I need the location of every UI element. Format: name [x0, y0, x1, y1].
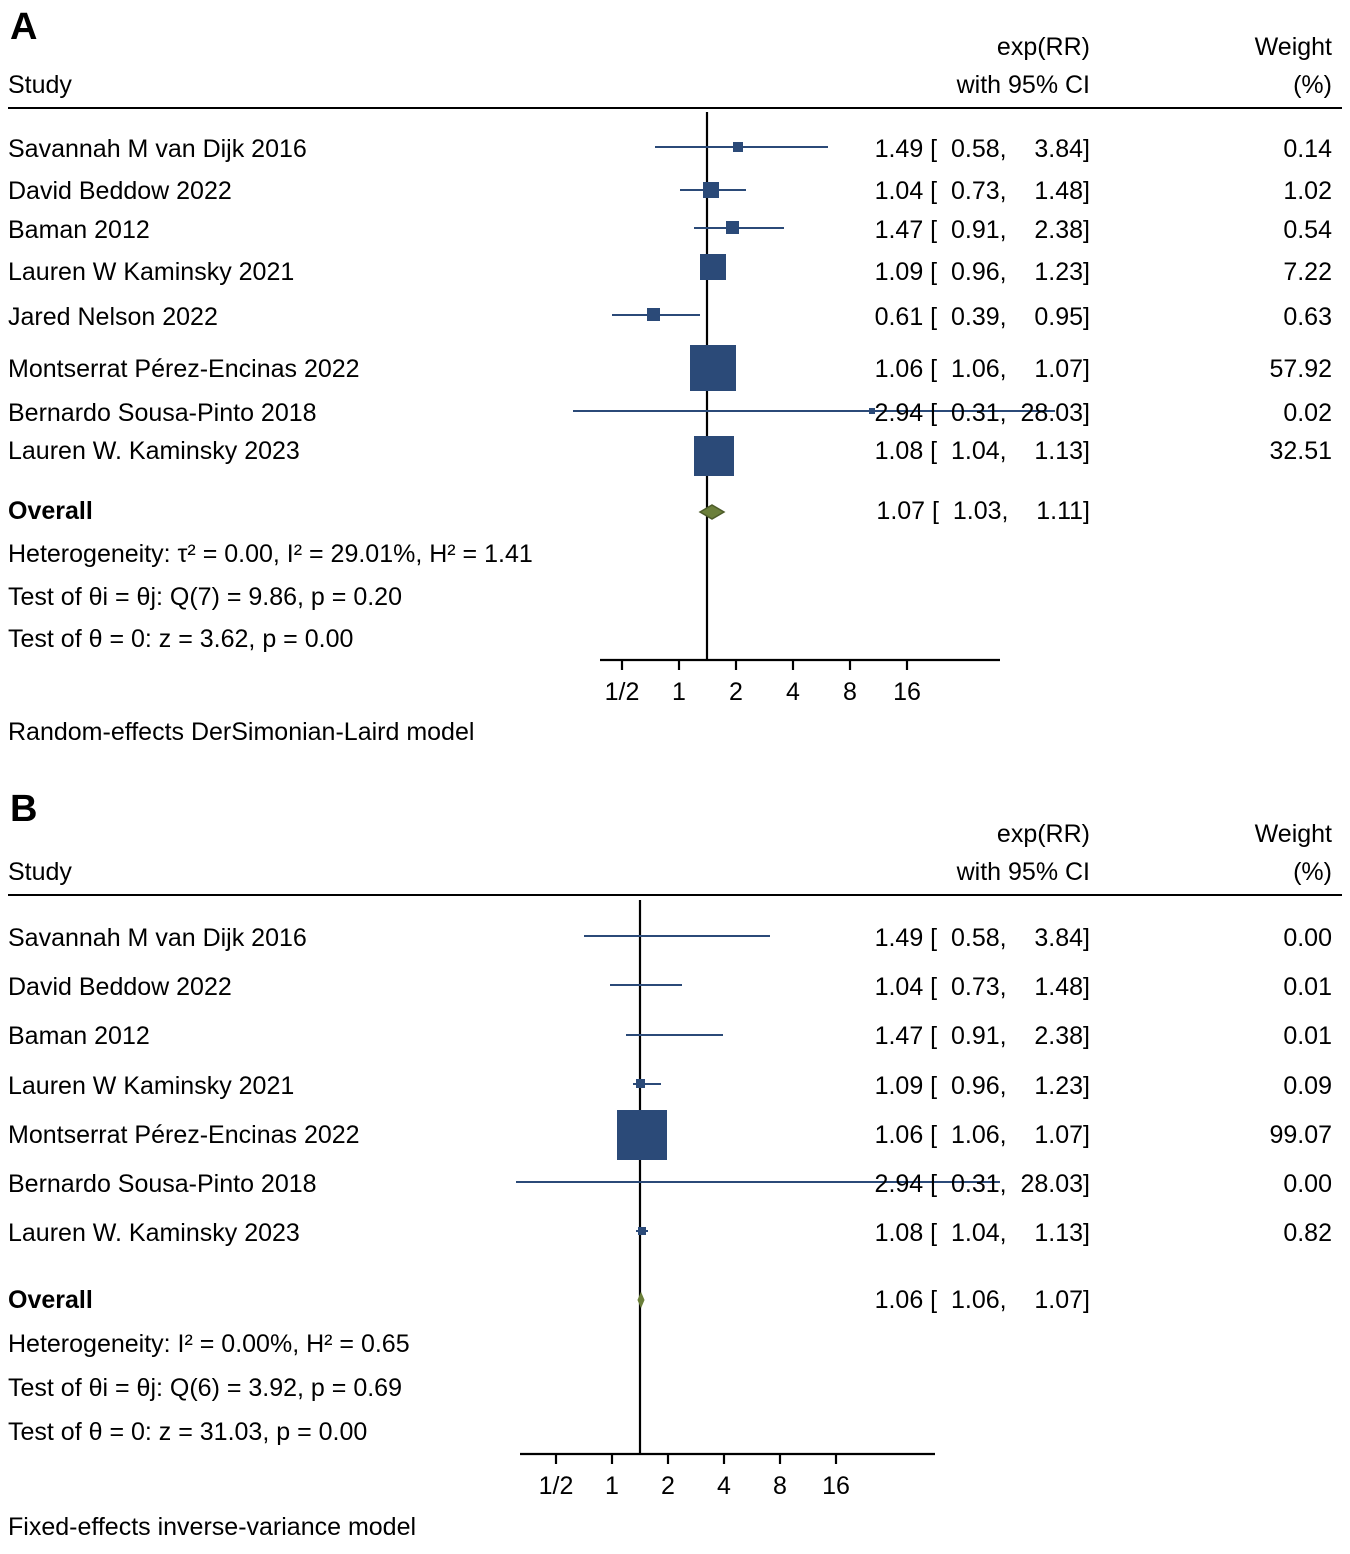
panel-a-estimate-4: 1.09 [ 0.96, 1.23] [874, 258, 1090, 286]
forest-panel-b [0, 782, 1350, 1554]
panel-b-estimate-4: 1.09 [ 0.96, 1.23] [874, 1072, 1090, 1100]
panel-letter-a: A [10, 6, 38, 48]
panel-b-header-weight-line2: (%) [1293, 858, 1332, 886]
panel-b-heterogeneity: Heterogeneity: I² = 0.00%, H² = 0.65 [8, 1330, 410, 1358]
panel-b-study-label-2: David Beddow 2022 [8, 973, 232, 1001]
panel-a-header-study: Study [8, 71, 72, 99]
panel-a-study-label-3: Baman 2012 [8, 216, 150, 244]
panel-a-xtick-2: 2 [729, 678, 743, 706]
panel-a-estimate-7: 2.94 [ 0.31, 28.03] [874, 399, 1090, 427]
panel-a-header-estimate-line2: with 95% CI [956, 71, 1090, 99]
panel-a-weight-3: 0.54 [1283, 216, 1332, 244]
panel-b-weight-7: 0.82 [1283, 1219, 1332, 1247]
panel-b-header-rule [8, 894, 1342, 896]
panel-a-xtick-5: 16 [893, 678, 921, 706]
panel-a-plot-graphics [0, 0, 1350, 770]
panel-b-estimate-6: 2.94 [ 0.31, 28.03] [874, 1170, 1090, 1198]
panel-a-estimate-1: 1.49 [ 0.58, 3.84] [874, 135, 1090, 163]
panel-b-estimate-5: 1.06 [ 1.06, 1.07] [874, 1121, 1090, 1149]
panel-a-test-effect: Test of θ = 0: z = 3.62, p = 0.00 [8, 625, 354, 653]
panel-a-xtick-0: 1/2 [604, 678, 640, 706]
panel-b-xtick-3: 4 [717, 1472, 731, 1500]
panel-a-weight-5: 0.63 [1283, 303, 1332, 331]
panel-a-weight-7: 0.02 [1283, 399, 1332, 427]
panel-b-model-note: Fixed-effects inverse-variance model [8, 1513, 417, 1541]
panel-b-weight-6: 0.00 [1283, 1170, 1332, 1198]
panel-b-weight-4: 0.09 [1283, 1072, 1332, 1100]
panel-b-overall-label: Overall [8, 1286, 93, 1314]
panel-b-xtick-5: 16 [822, 1472, 850, 1500]
panel-b-header-weight-line1: Weight [1254, 820, 1332, 848]
panel-b-xtick-0: 1/2 [538, 1472, 574, 1500]
forest-panel-a [0, 0, 1350, 770]
panel-b-study-label-1: Savannah M van Dijk 2016 [8, 924, 307, 952]
panel-a-weight-6: 57.92 [1269, 355, 1332, 383]
panel-b-study-label-5: Montserrat Pérez-Encinas 2022 [8, 1121, 360, 1149]
panel-b-study-label-4: Lauren W Kaminsky 2021 [8, 1072, 295, 1100]
panel-b-xtick-1: 1 [605, 1472, 619, 1500]
panel-a-study-label-2: David Beddow 2022 [8, 177, 232, 205]
panel-a-model-note: Random-effects DerSimonian-Laird model [8, 718, 475, 746]
panel-a-estimate-8: 1.08 [ 1.04, 1.13] [874, 437, 1090, 465]
panel-a-weight-8: 32.51 [1269, 437, 1332, 465]
panel-a-study-label-5: Jared Nelson 2022 [8, 303, 218, 331]
panel-b-overall-estimate: 1.06 [ 1.06, 1.07] [874, 1286, 1090, 1314]
panel-a-header-rule [8, 107, 1342, 109]
panel-b-weight-1: 0.00 [1283, 924, 1332, 952]
panel-a-test-homogeneity: Test of θi = θj: Q(7) = 9.86, p = 0.20 [8, 583, 402, 611]
panel-b-header-estimate-line1: exp(RR) [996, 820, 1090, 848]
panel-b-study-label-3: Baman 2012 [8, 1022, 150, 1050]
panel-b-study-label-7: Lauren W. Kaminsky 2023 [8, 1219, 300, 1247]
panel-b-xtick-2: 2 [661, 1472, 675, 1500]
panel-b-test-homogeneity: Test of θi = θj: Q(6) = 3.92, p = 0.69 [8, 1374, 402, 1402]
panel-b-header-study: Study [8, 858, 72, 886]
panel-a-header-weight-line1: Weight [1254, 33, 1332, 61]
panel-a-study-label-8: Lauren W. Kaminsky 2023 [8, 437, 300, 465]
panel-b-xtick-4: 8 [773, 1472, 787, 1500]
panel-b-weight-5: 99.07 [1269, 1121, 1332, 1149]
panel-a-overall-label: Overall [8, 497, 93, 525]
panel-a-xtick-3: 4 [786, 678, 800, 706]
panel-b-estimate-2: 1.04 [ 0.73, 1.48] [874, 973, 1090, 1001]
panel-a-estimate-6: 1.06 [ 1.06, 1.07] [874, 355, 1090, 383]
panel-a-estimate-3: 1.47 [ 0.91, 2.38] [874, 216, 1090, 244]
panel-b-estimate-1: 1.49 [ 0.58, 3.84] [874, 924, 1090, 952]
panel-a-weight-2: 1.02 [1283, 177, 1332, 205]
panel-b-weight-2: 0.01 [1283, 973, 1332, 1001]
panel-b-estimate-7: 1.08 [ 1.04, 1.13] [874, 1219, 1090, 1247]
panel-b-estimate-3: 1.47 [ 0.91, 2.38] [874, 1022, 1090, 1050]
panel-a-estimate-5: 0.61 [ 0.39, 0.95] [874, 303, 1090, 331]
panel-a-header-weight-line2: (%) [1293, 71, 1332, 99]
panel-b-weight-3: 0.01 [1283, 1022, 1332, 1050]
panel-a-study-label-6: Montserrat Pérez-Encinas 2022 [8, 355, 360, 383]
panel-a-study-label-7: Bernardo Sousa-Pinto 2018 [8, 399, 317, 427]
panel-a-overall-estimate: 1.07 [ 1.03, 1.11] [876, 497, 1090, 525]
panel-a-study-label-4: Lauren W Kaminsky 2021 [8, 258, 295, 286]
panel-letter-b: B [10, 788, 38, 830]
panel-b-test-effect: Test of θ = 0: z = 31.03, p = 0.00 [8, 1418, 368, 1446]
panel-a-estimate-2: 1.04 [ 0.73, 1.48] [874, 177, 1090, 205]
panel-a-heterogeneity: Heterogeneity: τ² = 0.00, I² = 29.01%, H² = 1.41 [8, 540, 533, 568]
panel-b-study-label-6: Bernardo Sousa-Pinto 2018 [8, 1170, 317, 1198]
panel-a-study-label-1: Savannah M van Dijk 2016 [8, 135, 307, 163]
panel-b-header-estimate-line2: with 95% CI [956, 858, 1090, 886]
panel-a-xtick-4: 8 [843, 678, 857, 706]
panel-a-header-estimate-line1: exp(RR) [996, 33, 1090, 61]
panel-a-weight-4: 7.22 [1283, 258, 1332, 286]
panel-a-xtick-1: 1 [672, 678, 686, 706]
panel-a-weight-1: 0.14 [1283, 135, 1332, 163]
